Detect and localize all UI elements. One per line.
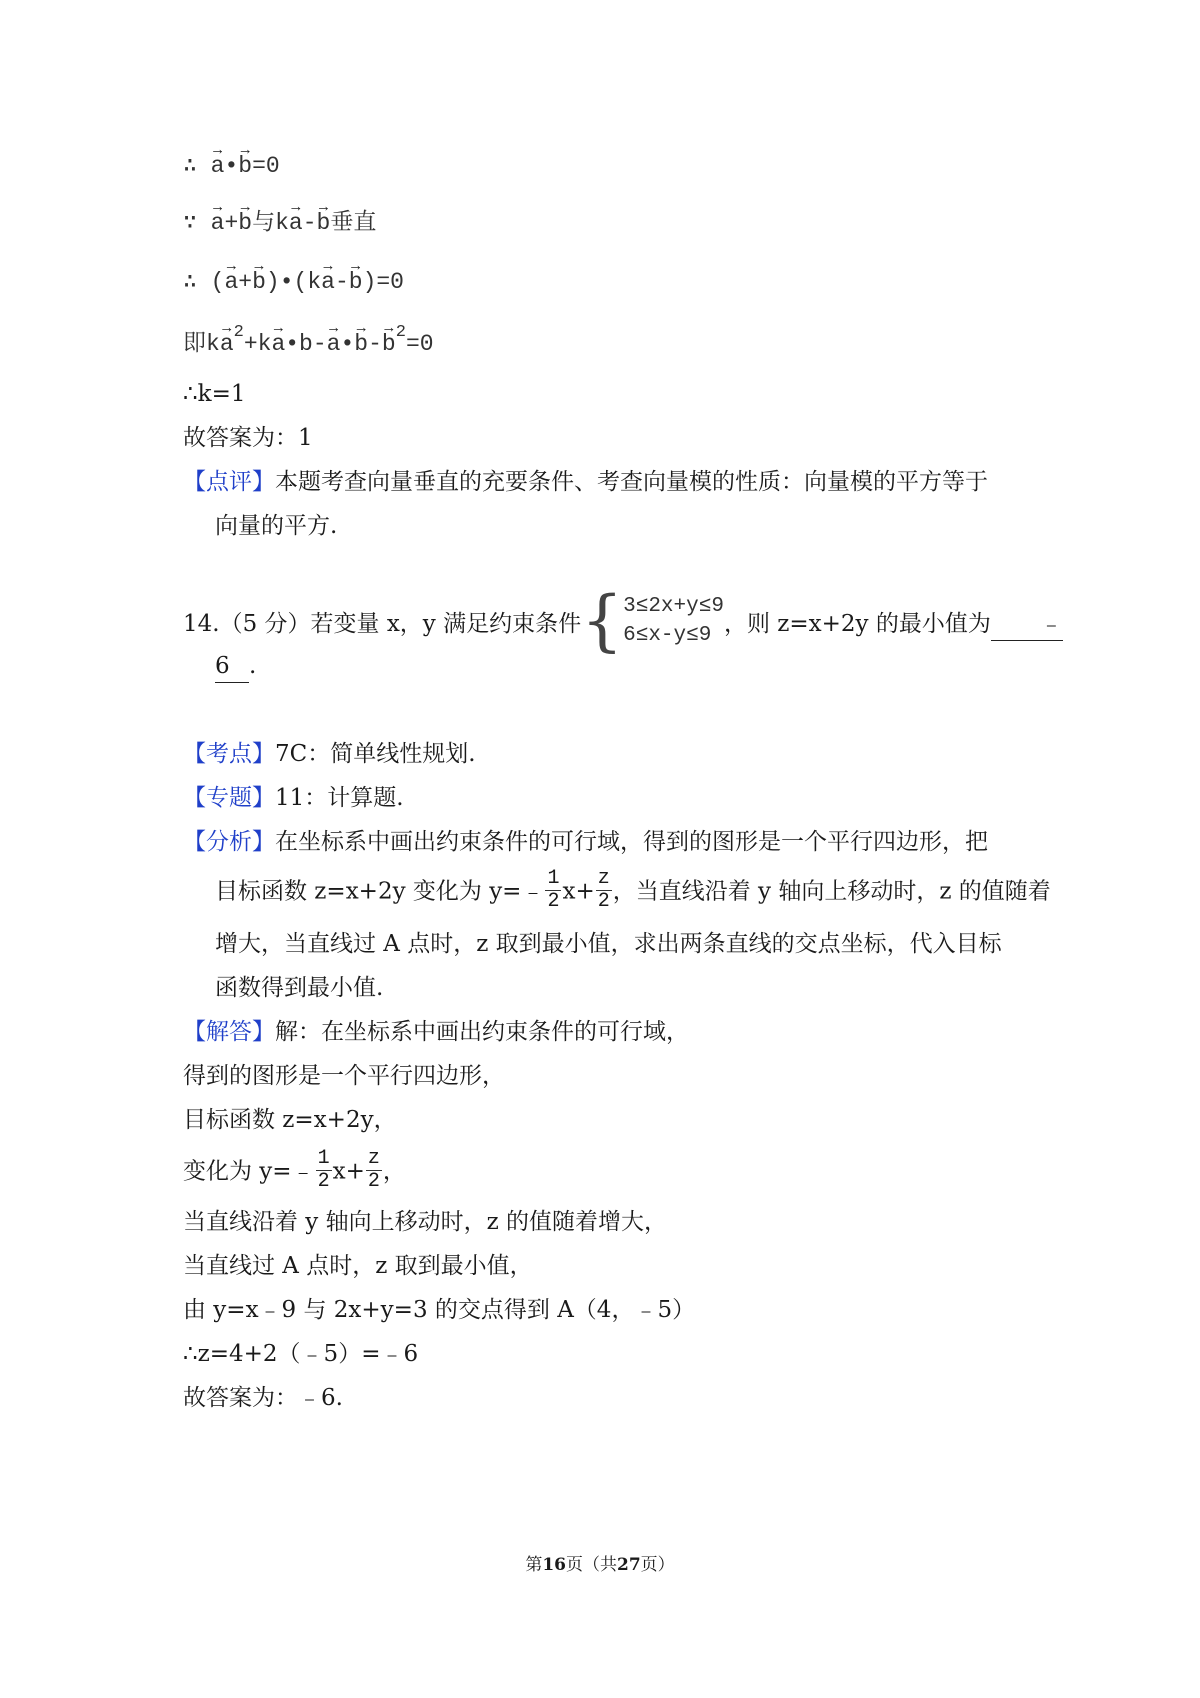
solution-line-9: 故答案为：﹣6.: [183, 1385, 343, 1411]
derivation-line-2: ∵ → a+→ b与k→ a-→ b垂直: [183, 206, 376, 239]
fraction-half: $\frac{1}{2}$: [547, 867, 560, 913]
derivation-line-4: 即$k\to a^2+k\to$ a•b-→ a•→ $b-\to b^2=0$: [183, 328, 434, 363]
kaodian: 【考点】7C：简单线性规划.: [183, 741, 476, 767]
derivation-line-1: ∴ → a•→ b=0: [183, 150, 280, 182]
constraint-2: 6≤x-y≤9: [623, 624, 712, 647]
solution-line-6: 当直线过 A 点时，z 取到最小值，: [183, 1253, 533, 1279]
page-number: 16: [542, 1555, 566, 1575]
fraction-half: $\frac{1}{2}$: [317, 1147, 330, 1193]
comment-tag: 【点评】: [183, 469, 275, 495]
question-14: 14.（5 分）若变量 x，y 满足约束条件 { 3≤2x+y≤9 6≤x-y≤9 ，则 z=x+2y 的最小值为 ﹣: [183, 582, 1063, 659]
solution-line-2: 得到的图形是一个平行四边形，: [183, 1063, 505, 1089]
constraint-system: { 3≤2x+y≤9 6≤x-y≤9: [581, 582, 724, 659]
page-footer: 第16页（共27页）: [525, 1555, 675, 1575]
solution-line-7: 由 y=x﹣9 与 2x+y=3 的交点得到 A（4，﹣5）: [183, 1297, 696, 1323]
fenxi-line-4: 函数得到最小值.: [215, 975, 384, 1001]
solution-line-3: 目标函数 z=x+2y，: [183, 1107, 397, 1133]
fenxi-line-3: 增大，当直线过 A 点时，z 取到最小值，求出两条直线的交点坐标，代入目标: [215, 931, 1002, 957]
comment-13-line-2: 向量的平方.: [215, 513, 338, 539]
solution-line-4: 变化为 y=﹣ $\frac{1}{2}$ x+ $\frac{z}{2}$ ，: [183, 1147, 406, 1193]
constraint-1: 3≤2x+y≤9: [623, 595, 724, 618]
solution-line-8: ∴z=4+2（﹣5）=﹣6: [183, 1341, 419, 1367]
answer-blank: ﹣: [991, 608, 1063, 641]
question-14-line-2: 6 .: [215, 650, 256, 683]
derivation-line-3: ∴ (→ a+→ b)•(k→ a-→ b)=0: [183, 266, 404, 298]
fraction-z-half: $\frac{z}{2}$: [597, 867, 610, 913]
answer-line-13: 故答案为：1: [183, 425, 313, 451]
answer-blank-cont: 6: [215, 650, 249, 683]
solution: 【解答】解：在坐标系中画出约束条件的可行域，: [183, 1019, 689, 1045]
derivation-line-5: ∴k=1: [183, 381, 246, 407]
zhuanti: 【专题】11：计算题.: [183, 785, 404, 811]
fraction-z-half: $\frac{z}{2}$: [367, 1147, 380, 1193]
fenxi: 【分析】在坐标系中画出约束条件的可行域，得到的图形是一个平行四边形，把: [183, 829, 988, 855]
page-total: 27: [617, 1555, 641, 1575]
solution-line-5: 当直线沿着 y 轴向上移动时，z 的值随着增大，: [183, 1209, 668, 1235]
comment-13: 【点评】本题考查向量垂直的充要条件、考查向量模的性质：向量模的平方等于: [183, 469, 988, 495]
fenxi-line-2: 目标函数 z=x+2y 变化为 y=﹣ $\frac{1}{2}$ x+ $\frac{z}{2}$ ，当直线沿着 y 轴向上移动时，z 的值随着: [215, 867, 1051, 913]
